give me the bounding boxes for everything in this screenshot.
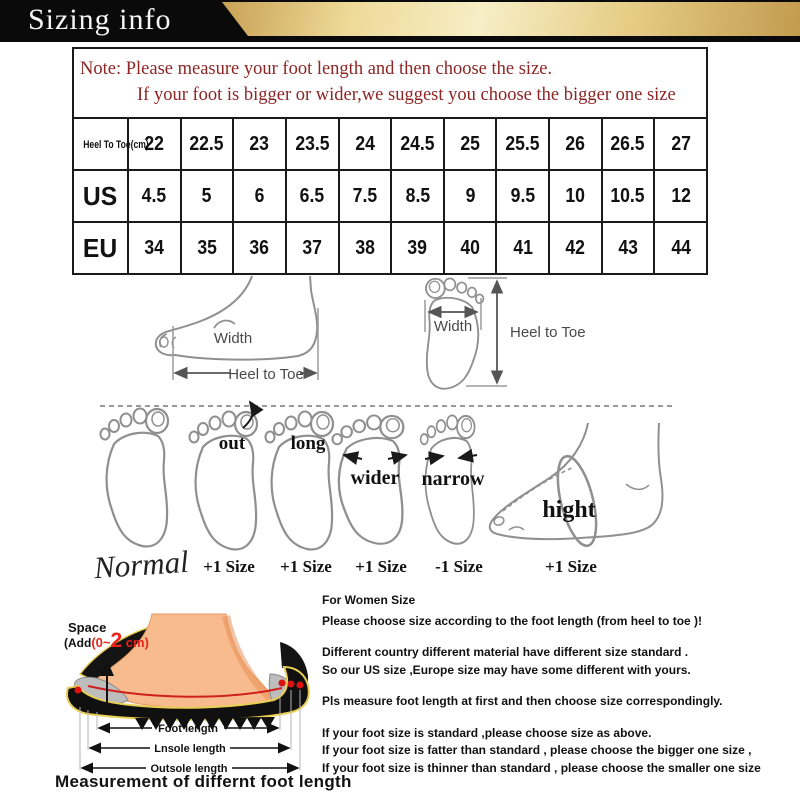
heel-marker-dot	[297, 682, 304, 689]
info-title: For Women Size	[322, 593, 416, 607]
table-cell: 8.5	[391, 170, 444, 222]
size-adjust-wider: +1 Size	[355, 557, 407, 576]
table-cell: 26	[549, 118, 602, 170]
table-cell: 24.5	[391, 118, 444, 170]
hight-foot-sketch	[490, 423, 663, 550]
table-cell: 39	[391, 222, 444, 274]
note-box	[72, 47, 708, 117]
table-cell: 34	[128, 222, 181, 274]
table-cell: 22	[128, 118, 181, 170]
table-cell: 7.5	[339, 170, 392, 222]
table-row-eu	[73, 222, 707, 274]
size-adjust-long: +1 Size	[280, 557, 332, 576]
diagram-caption: Measurement of differnt foot length	[55, 772, 352, 791]
table-cell: 23.5	[286, 118, 339, 170]
row-label-cell	[73, 118, 149, 170]
info-line: If your foot size is standard ,please choose size as above.	[322, 725, 652, 740]
table-cell: 24	[339, 118, 392, 170]
foot-type-label-wider: wider	[350, 467, 400, 489]
table-cell: 9.5	[496, 170, 549, 222]
side-foot-sketch	[156, 276, 317, 360]
row-label: Heel To Toe(cm)	[83, 139, 149, 151]
row-label-cell	[73, 222, 128, 274]
info-line: Please choose size according to the foot length (from heel to toe )!	[322, 613, 703, 628]
table-cell: 36	[233, 222, 286, 274]
info-line: Different country different material have different size standard .	[322, 645, 689, 659]
size-adjust-narrow: -1 Size	[435, 557, 483, 576]
table-cell: 25	[444, 118, 497, 170]
measurement-diagrams	[0, 268, 800, 614]
table-cell: 22.5	[181, 118, 234, 170]
table-cell: 42	[549, 222, 602, 274]
table-row-heel-to-toe	[73, 118, 707, 170]
table-cell: 6	[233, 170, 286, 222]
table-cell: 9	[444, 170, 497, 222]
space-add-label: (Add(0~2 cm)	[64, 629, 149, 652]
table-cell: 10.5	[602, 170, 655, 222]
table-cell: 44	[654, 222, 707, 274]
table-cell: 10	[549, 170, 602, 222]
heel-marker-dot	[288, 681, 295, 688]
page-title: Sizing info	[28, 3, 172, 36]
info-line: If your foot size is thinner than standard , please choose the smaller one size	[322, 760, 761, 775]
table-cell: 40	[444, 222, 497, 274]
table-cell: 23	[233, 118, 286, 170]
table-cell: 6.5	[286, 170, 339, 222]
toe-marker-dot	[75, 687, 82, 694]
size-adjust-out: +1 Size	[203, 557, 255, 576]
width-label-top: Width	[433, 318, 473, 335]
sizing-instructions	[322, 592, 800, 777]
foot-type-label-out: out	[218, 433, 246, 454]
footprint-normal	[101, 409, 169, 547]
space-label: Space	[68, 620, 107, 635]
note-line-1: Note: Please measure your foot length and then choose the size.	[80, 59, 553, 79]
table-cell: 12	[654, 170, 707, 222]
outsole-length-label: Outsole length	[150, 763, 228, 775]
info-line: If your foot size is fatter than standard , please choose the bigger one size ,	[322, 743, 752, 757]
foot-type-label-long: long	[290, 433, 326, 454]
size-adjust-hight: +1 Size	[545, 557, 597, 576]
table-cell: 26.5	[602, 118, 655, 170]
table-cell: 4.5	[128, 170, 181, 222]
foot-length-label: Foot length	[158, 723, 218, 735]
foot-type-label-narrow: narrow	[421, 468, 485, 490]
heel-to-toe-label-top: Heel to Toe	[510, 324, 586, 341]
foot-type-label-hight: hight	[542, 497, 596, 523]
note-line-2: If your foot is bigger or wider,we suggest you choose the bigger one size	[137, 85, 676, 105]
table-cell: 41	[496, 222, 549, 274]
info-line: Pls measure foot length at first and then choose size correspondingly.	[322, 694, 723, 708]
info-line: So our US size ,Europe size may have some different with yours.	[322, 662, 691, 677]
table-row-us	[73, 170, 707, 222]
shoe-cross-section	[30, 612, 330, 782]
table-cell: 37	[286, 222, 339, 274]
row-label: EU	[83, 232, 118, 263]
table-cell: 38	[339, 222, 392, 274]
table-cell: 27	[654, 118, 707, 170]
width-label-side: Width	[213, 330, 253, 347]
table-cell: 43	[602, 222, 655, 274]
table-cell: 25.5	[496, 118, 549, 170]
heel-to-toe-label-side: Heel to Toe	[228, 366, 304, 383]
table-cell: 35	[181, 222, 234, 274]
header-bar	[0, 0, 800, 42]
row-label-cell	[73, 170, 128, 222]
table-cell: 5	[181, 170, 234, 222]
gold-ribbon	[222, 2, 800, 36]
row-label: US	[83, 180, 118, 211]
foot-type-label-normal: Normal	[92, 543, 190, 586]
heel-marker-dot	[279, 680, 286, 687]
insole-length-label: Lnsole length	[154, 743, 226, 755]
size-chart-table	[72, 117, 708, 275]
size-table-section	[72, 47, 708, 275]
